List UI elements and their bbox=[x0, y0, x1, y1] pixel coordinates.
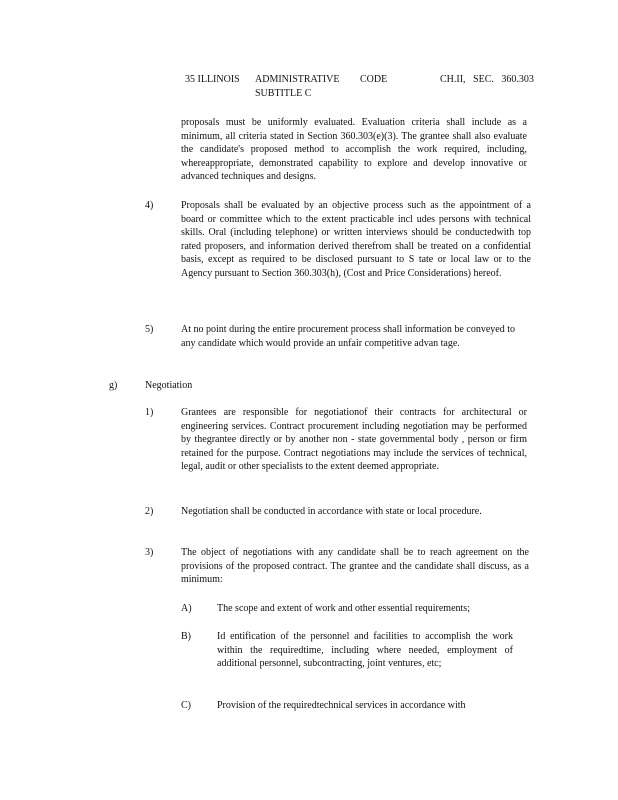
header-title-part2: ADMINISTRATIVE bbox=[255, 74, 340, 85]
subitem-letter-b: B) bbox=[181, 631, 191, 642]
header-subtitle: SUBTITLE C bbox=[255, 87, 312, 99]
item-5-text: At no point during the entire procurement process shall information be conveyed to any candidate which would provide an unfair competitive advan tage. bbox=[181, 324, 515, 349]
header-section-ref: CH.II, SEC. 360.303 bbox=[440, 74, 534, 85]
g-item-number-3: 3) bbox=[145, 547, 154, 558]
page-header bbox=[185, 73, 535, 100]
g-item-3-text: The object of negotiations with any candidate shall be to reach agreement on the provisions of the proposed contract. The grantee and the candidate shall discuss, as a minimum: bbox=[181, 547, 529, 586]
continuation-paragraph: proposals must be uniformly evaluated. Evaluation criteria shall include as a minimum, all criteria stated in Section 360.303(e)(3). The grantee shall also evaluate the candidate's proposed method to accomplish the work required, including, whereappropriate, demonstrated capability to explore and develop innovative or advanced techniques and designs. bbox=[181, 117, 527, 183]
subitem-b-text: Id entification of the personnel and facilities to accomplish the work within the requiredtime, including where needed, employment of additional personnel, subcontracting, joint ventures, etc; bbox=[217, 631, 513, 670]
header-title-part3: CODE bbox=[360, 74, 388, 85]
item-number-4: 4) bbox=[145, 200, 154, 211]
g-item-number-2: 2) bbox=[145, 506, 154, 517]
header-title-part1: 35 ILLINOIS bbox=[185, 74, 240, 85]
subitem-c-text: Provision of the requiredtechnical services in accordance with bbox=[217, 700, 466, 711]
item-number-5: 5) bbox=[145, 324, 154, 335]
section-letter-g: g) bbox=[109, 380, 118, 391]
g-item-2-text: Negotiation shall be conducted in accordance with state or local procedure. bbox=[181, 506, 482, 517]
g-item-number-1: 1) bbox=[145, 407, 154, 418]
section-g-title: Negotiation bbox=[145, 380, 193, 391]
subitem-a-text: The scope and extent of work and other essential requirements; bbox=[217, 603, 470, 614]
subitem-letter-a: A) bbox=[181, 603, 192, 614]
subitem-letter-c: C) bbox=[181, 700, 191, 711]
item-4-text: Proposals shall be evaluated by an objective process such as the appointment of a board or committee which to the extent practicable incl udes persons with technical skills. Oral (including telephone) or written interviews should be conductedwith top rated proposers, and information derived therefrom shall be treated on a confidential basis, except as required to be disclosed pursuant to S tate or local law or to the Agency pursuant to Section 360.303(h), (Cost and Price Considerations) hereof. bbox=[181, 200, 531, 279]
g-item-1-text: Grantees are responsible for negotiationof their contracts for architectural or engineering services. Contract procurement including negotiation may be performed by thegrantee directly or by another non - state governmental body , person or firm retained for the purpose. Contract negotiations may include the services of technical, legal, audit or other specialists to the extent deemed appropriate. bbox=[181, 407, 527, 473]
